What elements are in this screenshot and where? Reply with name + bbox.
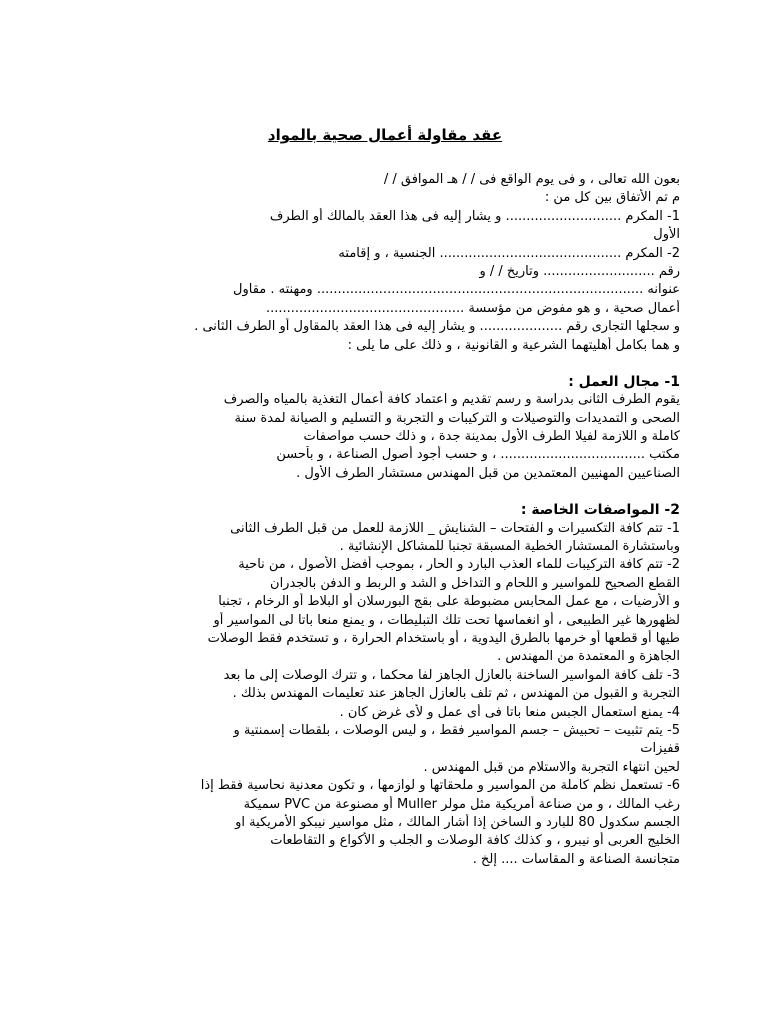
intro-line: و هما بكامل أهليتهما الشرعية و القانونية ، و ذلك على ما يلى :: [347, 337, 680, 353]
intro-line: 1- المكرم ............................ و يشار إليه فى هذا العقد بالمالك أو الطرف: [269, 208, 680, 224]
section2-line: 6- تستعمل نظم كاملة من المواسير و ملحقاتها و لوازمها ، و تكون معدنية نحاسية فقط إذا: [200, 778, 680, 794]
section2-line: الجاهزة و المعتمدة من المهندس .: [497, 649, 680, 665]
section2-line: 5- يتم تثبيت – تحبيش – جسم المواسير فقط ، و ليس الوصلات ، بلقطات إسمنتية و: [233, 722, 680, 738]
section2-line: 4- يمنع استعمال الجبس منعا باتا فى أى عمل و لأى غرض كان .: [339, 704, 680, 720]
section2-line: الجسم سكدول 80 للبارد و الساخن إذا أشار المالك ، مثل مواسير نيبكو الأمريكية او: [235, 814, 680, 830]
section2-line: و الأرضيات ، مع عمل المحابس مضبوطة على بقج البورسلان أو البلاط أو الرخام ، تجنبا: [218, 594, 680, 610]
section1-heading: 1- مجال العمل :: [568, 373, 680, 390]
contract-body: [122, 171, 680, 869]
section2-line: 1- تتم كافة التكسيرات و الفتحات – الشنايش _ اللازمة للعمل من قبل الطرف الثانى: [230, 520, 680, 536]
section2-line: التجربة و القبول من المهندس ، ثم تلف بالعازل الجاهز عند تعليمات المهندس بذلك .: [232, 686, 680, 702]
section2-heading: 2- المواصفات الخاصة :: [520, 502, 680, 519]
section1-line: الصحى و التمديدات والتوصيلات و التركيبات و التجربة و التسليم و الصيانة لمدة سنة: [234, 410, 680, 426]
section2-line: رغب المالك ، و من صناعة أمريكية مثل مولر Muller أو مصنوعة من PVC سميكة: [243, 796, 680, 812]
contract-title: عقد مقاولة أعمال صحية بالمواد: [267, 126, 503, 144]
intro-line: و سجلها التجارى رقم .................... و يشار إليه فى هذا العقد بالمقاول أو الطرف الثانى .: [194, 319, 680, 335]
section2-line: القطع الصحيح للمواسير و اللحام و التداخل و الشد و الربط و الدفن بالجدران: [270, 575, 680, 591]
section1-line: مكتب ................................... ، و حسب أجود أصول الصناعة ، و بأحسن: [276, 447, 680, 463]
section2-line: متجانسة الصناعة و المقاسات .... إلخ .: [472, 851, 680, 867]
section2-line: الخليج العربى أو نيبرو ، و كذلك كافة الوصلات و الجلب و الأكواع و التقاطعات: [270, 833, 680, 849]
section2-line: لحين انتهاء التجربة والاستلام من قبل المهندس .: [423, 759, 680, 775]
intro-line: عنوانه ............................................................................... ومهنته . مقاول: [233, 282, 680, 298]
section2-line: وباستشارة المستشار الخطية المسبقة تجنبا للمشاكل الإنشائية .: [339, 539, 680, 555]
intro-line: رقم ........................... وتاريخ / / و: [479, 263, 680, 279]
section1-line: كاملة و اللازمة لفيلا الطرف الأول بمدينة جدة ، و ذلك حسب مواصفات: [303, 429, 680, 445]
section1-line: الصناعيين المهنيين المعتمدين من قبل المهندس مستشار الطرف الأول .: [296, 465, 680, 481]
section2-line: 3- تلف كافة المواسير الساخنة بالعازل الجاهز لفا محكما ، و تترك الوصلات إلى ما بعد: [223, 667, 680, 683]
section2-line: طيها أو قطعها أو خرمها بالطرق اليدوية ، أو باستخدام الحرارة ، و تستخدم فقط الوصلات: [207, 630, 680, 646]
section2-line: لظهورها غير الطبيعى ، أو انغماسها تحت تلك التبليطات ، و يمنع منعا باتا لى المواسير أو: [213, 612, 680, 628]
intro-line: الأول: [653, 227, 680, 243]
section1-line: يقوم الطرف الثانى بدراسة و رسم تقديم و اعتماد كافة أعمال التغذية بالمياه والصرف: [223, 392, 680, 408]
intro-line: م تم الأتفاق بين كل من :: [544, 190, 680, 206]
intro-line: بعون الله تعالى ، و فى يوم الواقع فى / / هـ الموافق / /: [383, 172, 680, 187]
intro-line: أعمال صحية ، و هو مفوض من مؤسسة ................................................: [265, 300, 680, 316]
section2-line: 2- تتم كافة التركيبات للماء العذب البارد و الحار ، بموجب أفضل الأصول ، من ناحية: [238, 557, 680, 573]
intro-line: 2- المكرم ............................................ الجنسية ، و إقامته: [338, 245, 680, 261]
section2-line: قفيزات: [640, 741, 680, 757]
